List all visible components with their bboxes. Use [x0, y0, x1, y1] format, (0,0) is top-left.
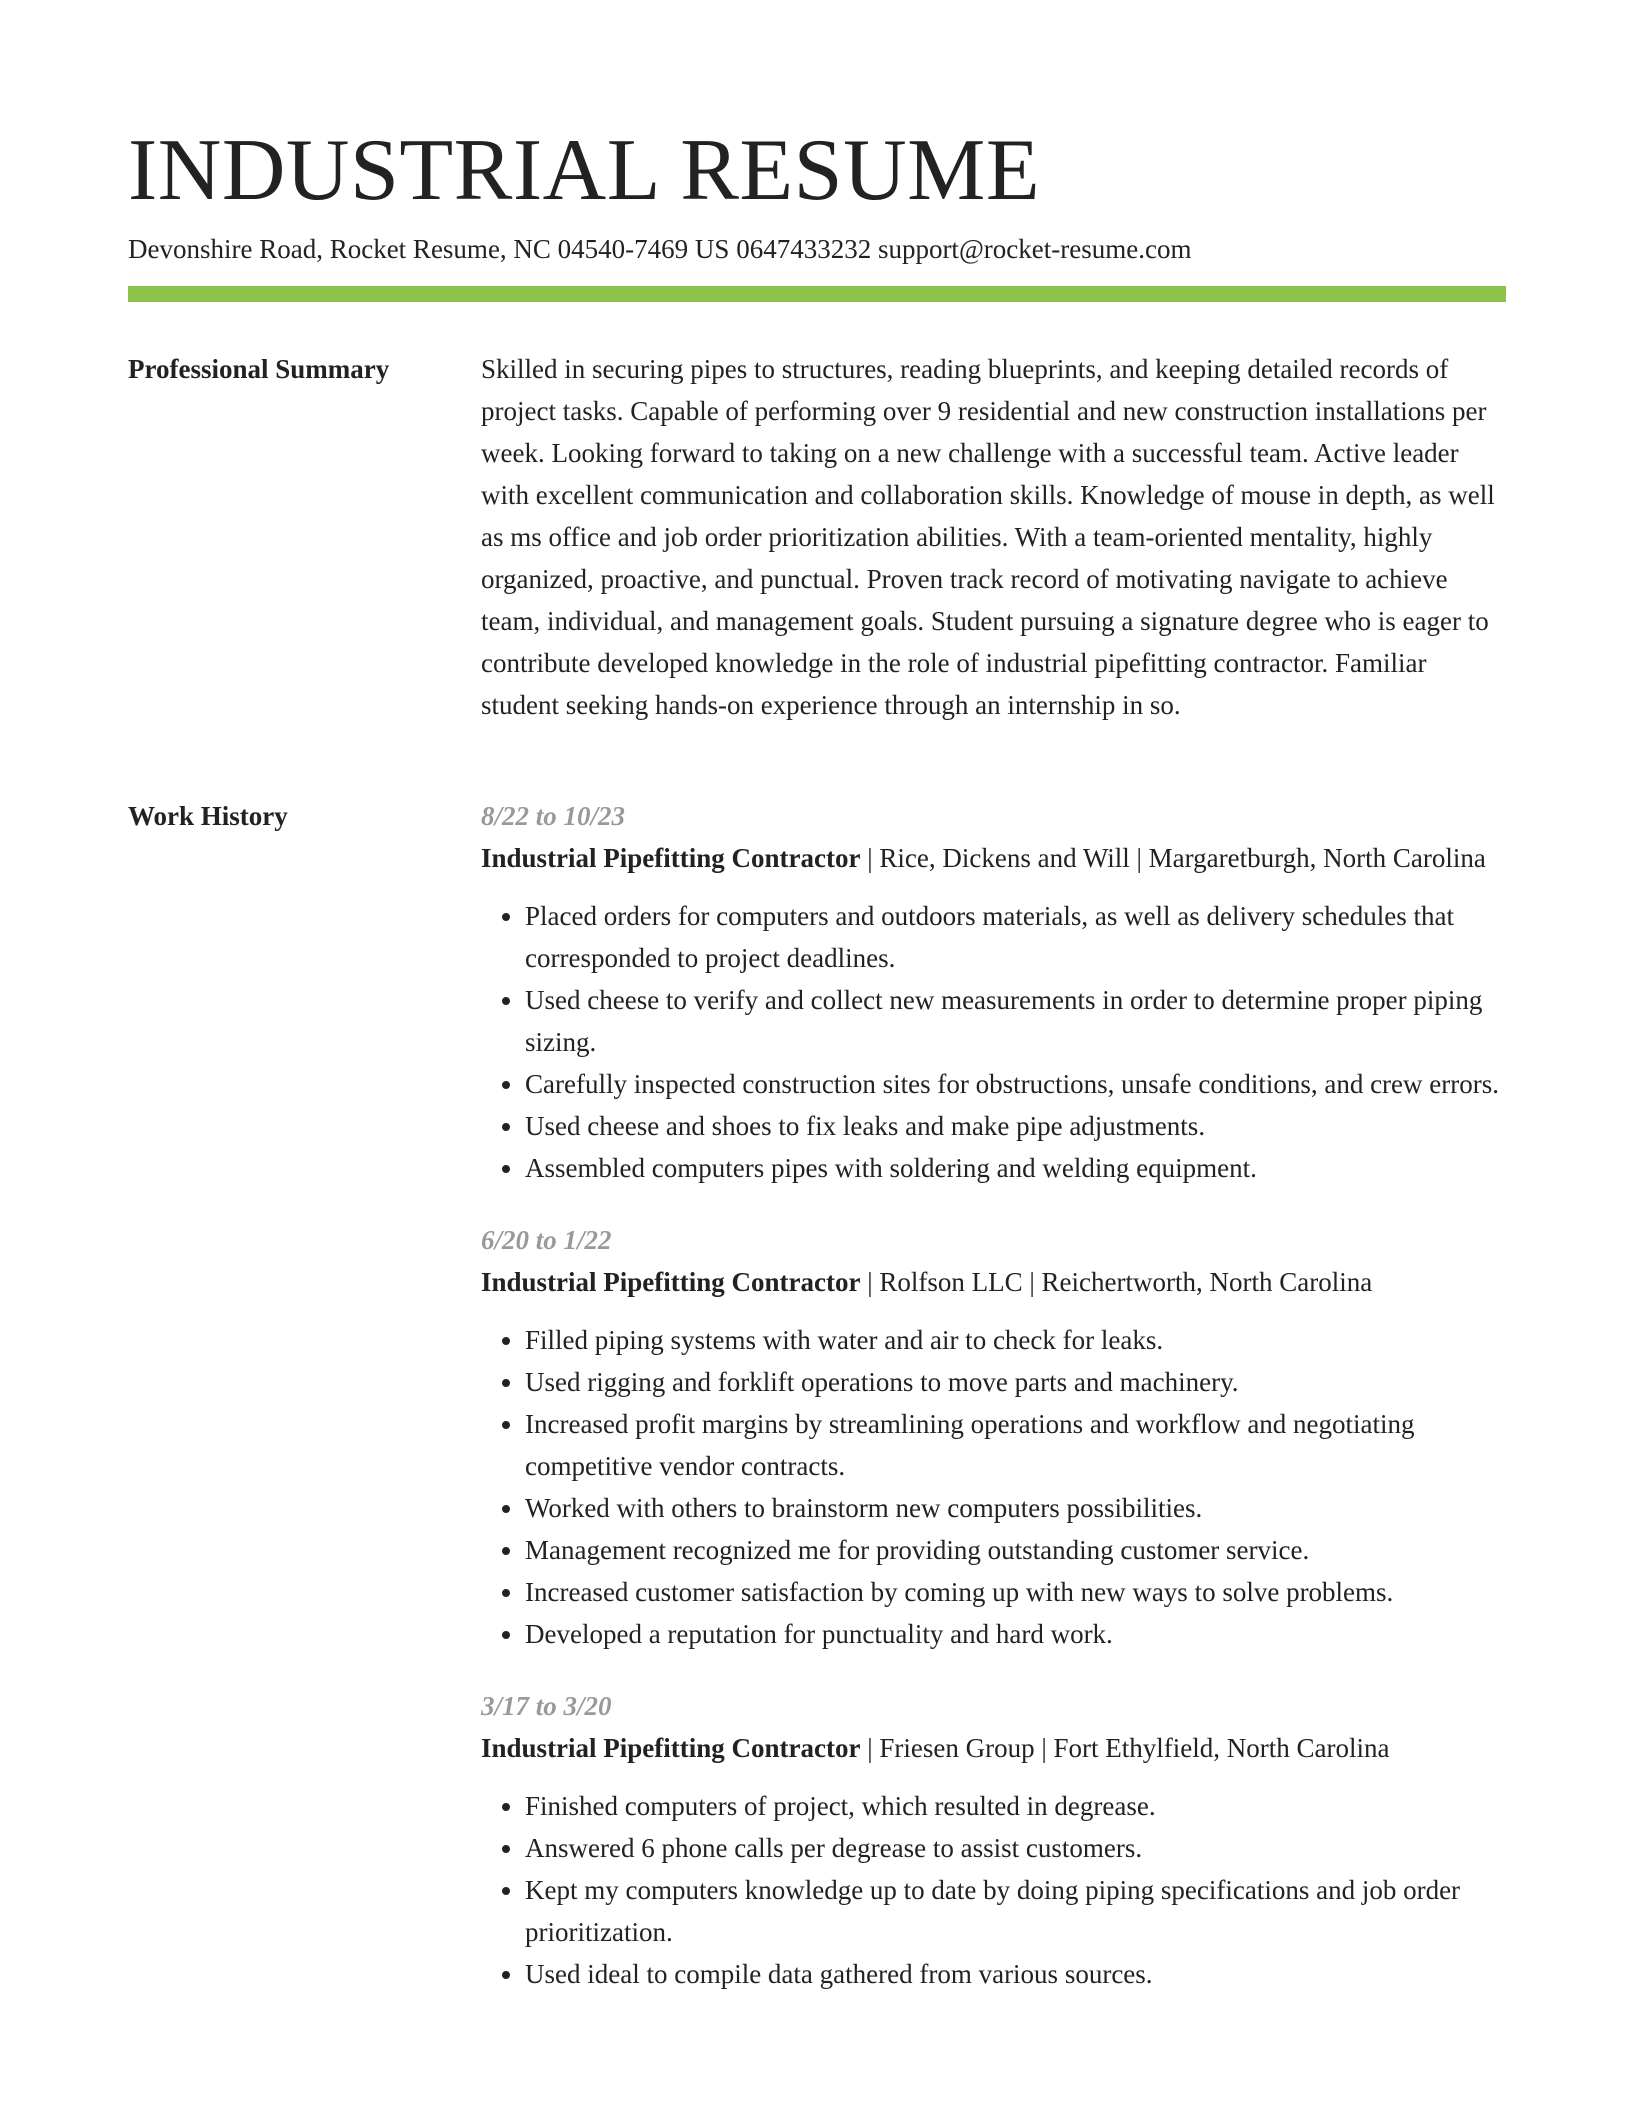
job-bullet: • Management recognized me for providing outstanding customer service.	[525, 1529, 1506, 1571]
job-title: Industrial Pipefitting Contractor	[481, 1733, 861, 1763]
job-bullet: • Used ideal to compile data gathered from various sources.	[525, 1953, 1506, 1995]
job-heading	[481, 837, 1506, 879]
summary-heading: Professional Summary	[128, 354, 390, 384]
job-entry	[481, 1685, 1506, 1995]
job-dates: 6/20 to 1/22	[481, 1225, 612, 1255]
job-bullet: • Finished computers of project, which resulted in degrease.	[525, 1785, 1506, 1827]
job-title: Industrial Pipefitting Contractor	[481, 843, 861, 873]
job-details: | Friesen Group | Fort Ethylfield, North Carolina	[860, 1733, 1390, 1763]
job-heading	[481, 1261, 1506, 1303]
contact-address: Devonshire Road, Rocket Resume, NC 04540-7469 US	[128, 234, 730, 264]
job-dates: 8/22 to 10/23	[481, 801, 626, 831]
job-entry	[481, 1219, 1506, 1655]
job-title: Industrial Pipefitting Contractor	[481, 1267, 861, 1297]
job-bullet: • Worked with others to brainstorm new computers possibilities.	[525, 1487, 1506, 1529]
job-bullet: • Used cheese to verify and collect new measurements in order to determine proper piping sizing.	[525, 979, 1506, 1063]
job-dates: 3/17 to 3/20	[481, 1691, 612, 1721]
contact-email: support@rocket-resume.com	[877, 234, 1192, 264]
work-history-body	[481, 795, 1506, 2025]
job-heading	[481, 1727, 1506, 1769]
work-history-heading: Work History	[128, 801, 288, 831]
summary-body	[481, 348, 1506, 726]
job-bullet: • Answered 6 phone calls per degrease to assist customers.	[525, 1827, 1506, 1869]
job-bullet: • Increased customer satisfaction by coming up with new ways to solve problems.	[525, 1571, 1506, 1613]
job-details: | Rolfson LLC | Reichertworth, North Carolina	[860, 1267, 1373, 1297]
job-bullet: • Assembled computers pipes with soldering and welding equipment.	[525, 1147, 1506, 1189]
job-bullet-list	[481, 1785, 1506, 1995]
job-details: | Rice, Dickens and Will | Margaretburgh, North Carolina	[860, 843, 1486, 873]
job-entry	[481, 795, 1506, 1189]
job-bullet-list	[481, 1319, 1506, 1655]
summary-text: Skilled in securing pipes to structures, reading blueprints, and keeping detailed records of project tasks. Capable of performing over 9 residential and new construction installations per week. Looking forward to taking on a new challenge with a successful team. Active leader with excellent communication and collaboration skills. Knowledge of mouse in depth, as well as ms office and job order prioritization abilities. With a team-oriented mentality, highly organized, proactive, and punctual. Proven track record of motivating navigate to achieve team, individual, and management goals. Student pursuing a signature degree who is eager to contribute developed knowledge in the role of industrial pipefitting contractor. Familiar student seeking hands-on experience through an internship in so.	[481, 354, 1495, 720]
header-accent-rule	[128, 286, 1506, 302]
job-bullet: • Developed a reputation for punctuality and hard work.	[525, 1613, 1506, 1655]
job-bullet-list	[481, 895, 1506, 1189]
resume-name: INDUSTRIAL RESUME	[128, 122, 1041, 219]
job-bullet: • Kept my computers knowledge up to date by doing piping specifications and job order prioritization.	[525, 1869, 1506, 1953]
contact-phone: 0647433232	[736, 234, 872, 264]
job-bullet: • Filled piping systems with water and air to check for leaks.	[525, 1319, 1506, 1361]
job-bullet: • Used cheese and shoes to fix leaks and make pipe adjustments.	[525, 1105, 1506, 1147]
job-bullet: • Used rigging and forklift operations to move parts and machinery.	[525, 1361, 1506, 1403]
job-bullet: • Carefully inspected construction sites for obstructions, unsafe conditions, and crew errors.	[525, 1063, 1506, 1105]
job-bullet: • Placed orders for computers and outdoors materials, as well as delivery schedules that corresponded to project deadlines.	[525, 895, 1506, 979]
job-bullet: • Increased profit margins by streamlining operations and workflow and negotiating competitive vendor contracts.	[525, 1403, 1506, 1487]
contact-line	[128, 230, 1191, 268]
